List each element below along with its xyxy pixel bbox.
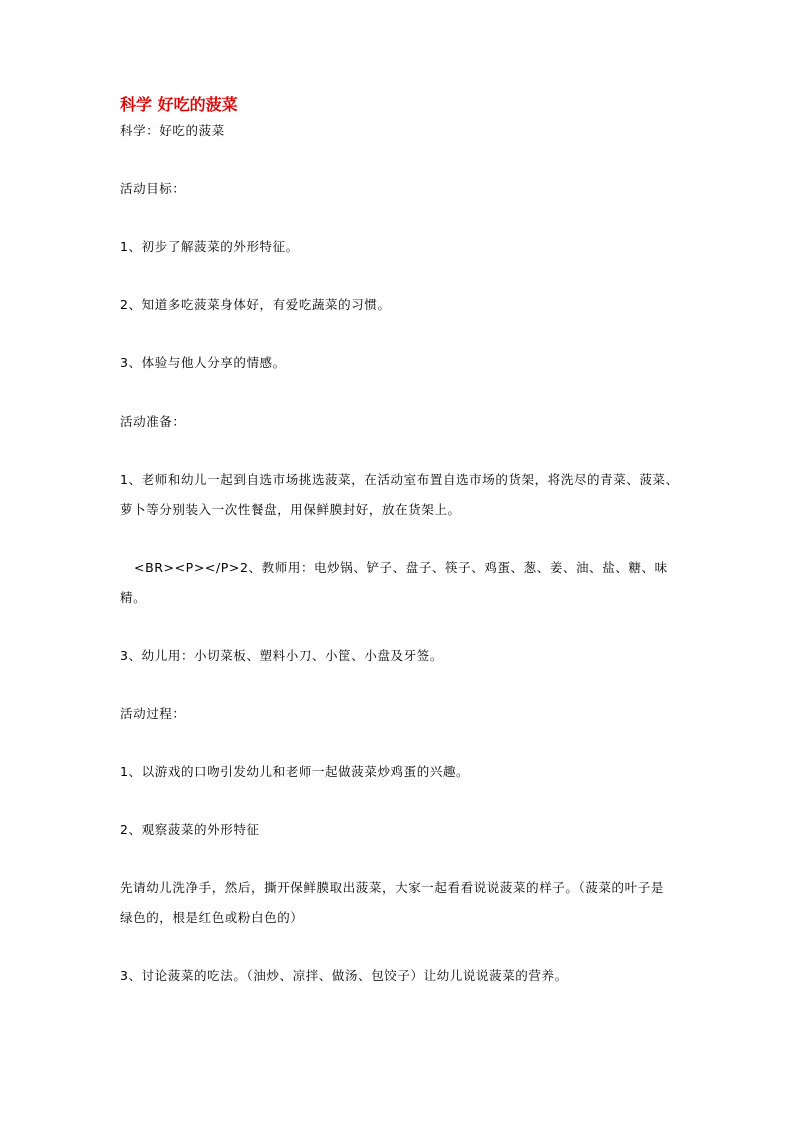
goals-heading: 活动目标： xyxy=(120,181,186,196)
prep-item-3: 3、幼儿用：小切菜板、塑料小刀、小筐、小盘及牙签。 xyxy=(120,648,443,663)
process-item-2: 2、观察菠菜的外形特征 xyxy=(120,822,260,837)
document-subtitle: 科学：好吃的菠菜 xyxy=(120,123,225,138)
goal-item-3: 3、体验与他人分享的情感。 xyxy=(120,355,286,370)
process-item-1: 1、以游戏的口吻引发幼儿和老师一起做菠菜炒鸡蛋的兴趣。 xyxy=(120,764,470,779)
document-title: 科学 好吃的菠菜 xyxy=(120,95,238,114)
goal-item-2: 2、知道多吃菠菜身体好，有爱吃蔬菜的习惯。 xyxy=(120,297,391,312)
prep-item-1-line1: 1、老师和幼儿一起到自选市场挑选菠菜，在活动室布置自选市场的货架，将洗尽的青菜、菠菜、 xyxy=(120,472,679,487)
prep-item-1-line2: 萝卜等分别装入一次性餐盘，用保鲜膜封好，放在货架上。 xyxy=(120,502,461,517)
prep-item-2-line1: <BR><P></P>2、教师用：电炒锅、铲子、盘子、筷子、鸡蛋、葱、姜、油、盐、糖、味 xyxy=(134,560,668,575)
prep-item-2-line2: 精。 xyxy=(120,590,147,605)
process-item-2-detail-line1: 先请幼儿洗净手，然后，撕开保鲜膜取出菠菜，大家一起看看说说菠菜的样子。（菠菜的叶子是 xyxy=(120,880,664,895)
prep-heading: 活动准备： xyxy=(120,414,186,429)
process-item-2-detail-line2: 绿色的，根是红色或粉白色的） xyxy=(120,910,304,925)
goal-item-1: 1、初步了解菠菜的外形特征。 xyxy=(120,239,299,254)
process-heading: 活动过程： xyxy=(120,706,186,721)
process-item-3: 3、讨论菠菜的吃法。（油炒、凉拌、做汤、包饺子）让幼儿说说菠菜的营养。 xyxy=(120,968,568,983)
